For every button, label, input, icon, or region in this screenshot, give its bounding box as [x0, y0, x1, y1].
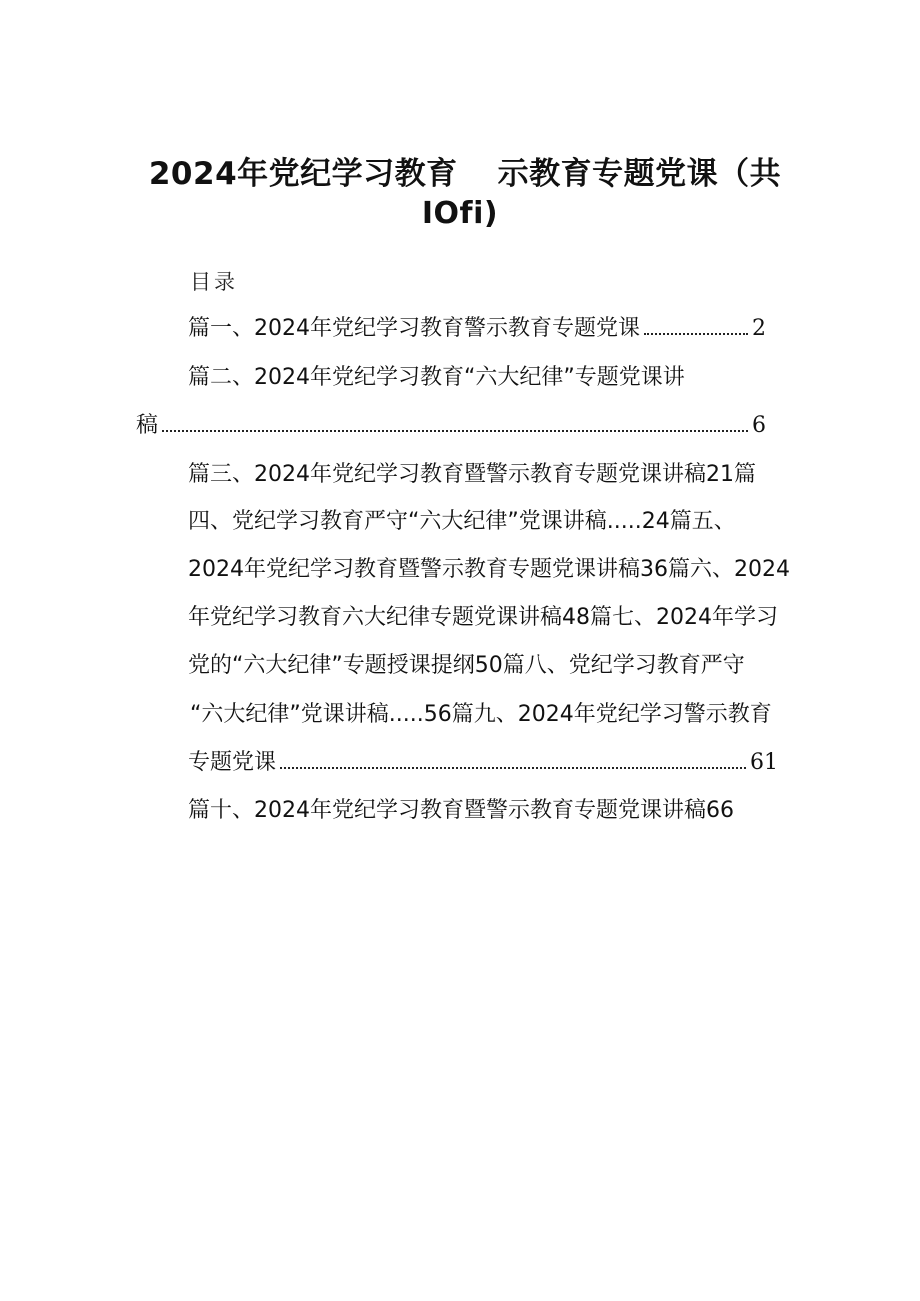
- toc-line-3-page: 6: [752, 413, 766, 438]
- toc-line-8: 党的“六大纪律”专题授课提纲50篇八、党纪学习教育严守: [188, 653, 745, 678]
- toc-line-1-text: 篇一、2024年党纪学习教育警示教育专题党课: [188, 316, 640, 341]
- document-title-line-1: [0, 148, 920, 193]
- toc-heading: 目录: [190, 270, 238, 294]
- dot-leader: [644, 332, 748, 335]
- toc-line-10-text: 专题党课: [188, 750, 277, 775]
- toc-line-10: [188, 748, 778, 778]
- dot-leader: [280, 766, 746, 769]
- toc-line-3: [136, 411, 766, 441]
- dot-leader: [162, 429, 748, 432]
- toc-line-9: “六大纪律”党课讲稿.....56篇九、2024年党纪学习警示教育: [190, 702, 772, 727]
- toc-line-1: [188, 314, 766, 344]
- toc-line-3-text: 稿: [136, 413, 159, 438]
- toc-line-6: 2024年党纪学习教育暨警示教育专题党课讲稿36篇六、2024: [188, 557, 790, 582]
- title-part-1: 2024年党纪学习教育: [148, 156, 458, 192]
- toc-line-11: 篇十、2024年党纪学习教育暨警示教育专题党课讲稿66: [188, 798, 734, 823]
- toc-line-5: 四、党纪学习教育严守“六大纪律”党课讲稿.....24篇五、: [188, 509, 736, 534]
- document-title-line-2: IOfi): [421, 196, 499, 231]
- toc-line-10-page: 61: [750, 750, 778, 775]
- toc-line-7: 年党纪学习教育六大纪律专题党课讲稿48篇七、2024年学习: [188, 605, 778, 630]
- toc-line-4: 篇三、2024年党纪学习教育暨警示教育专题党课讲稿21篇: [188, 462, 756, 487]
- title-part-2: 示教育专题党课（共: [497, 156, 782, 192]
- toc-line-1-page: 2: [752, 316, 766, 341]
- toc-line-2: 篇二、2024年党纪学习教育“六大纪律”专题党课讲: [188, 365, 685, 390]
